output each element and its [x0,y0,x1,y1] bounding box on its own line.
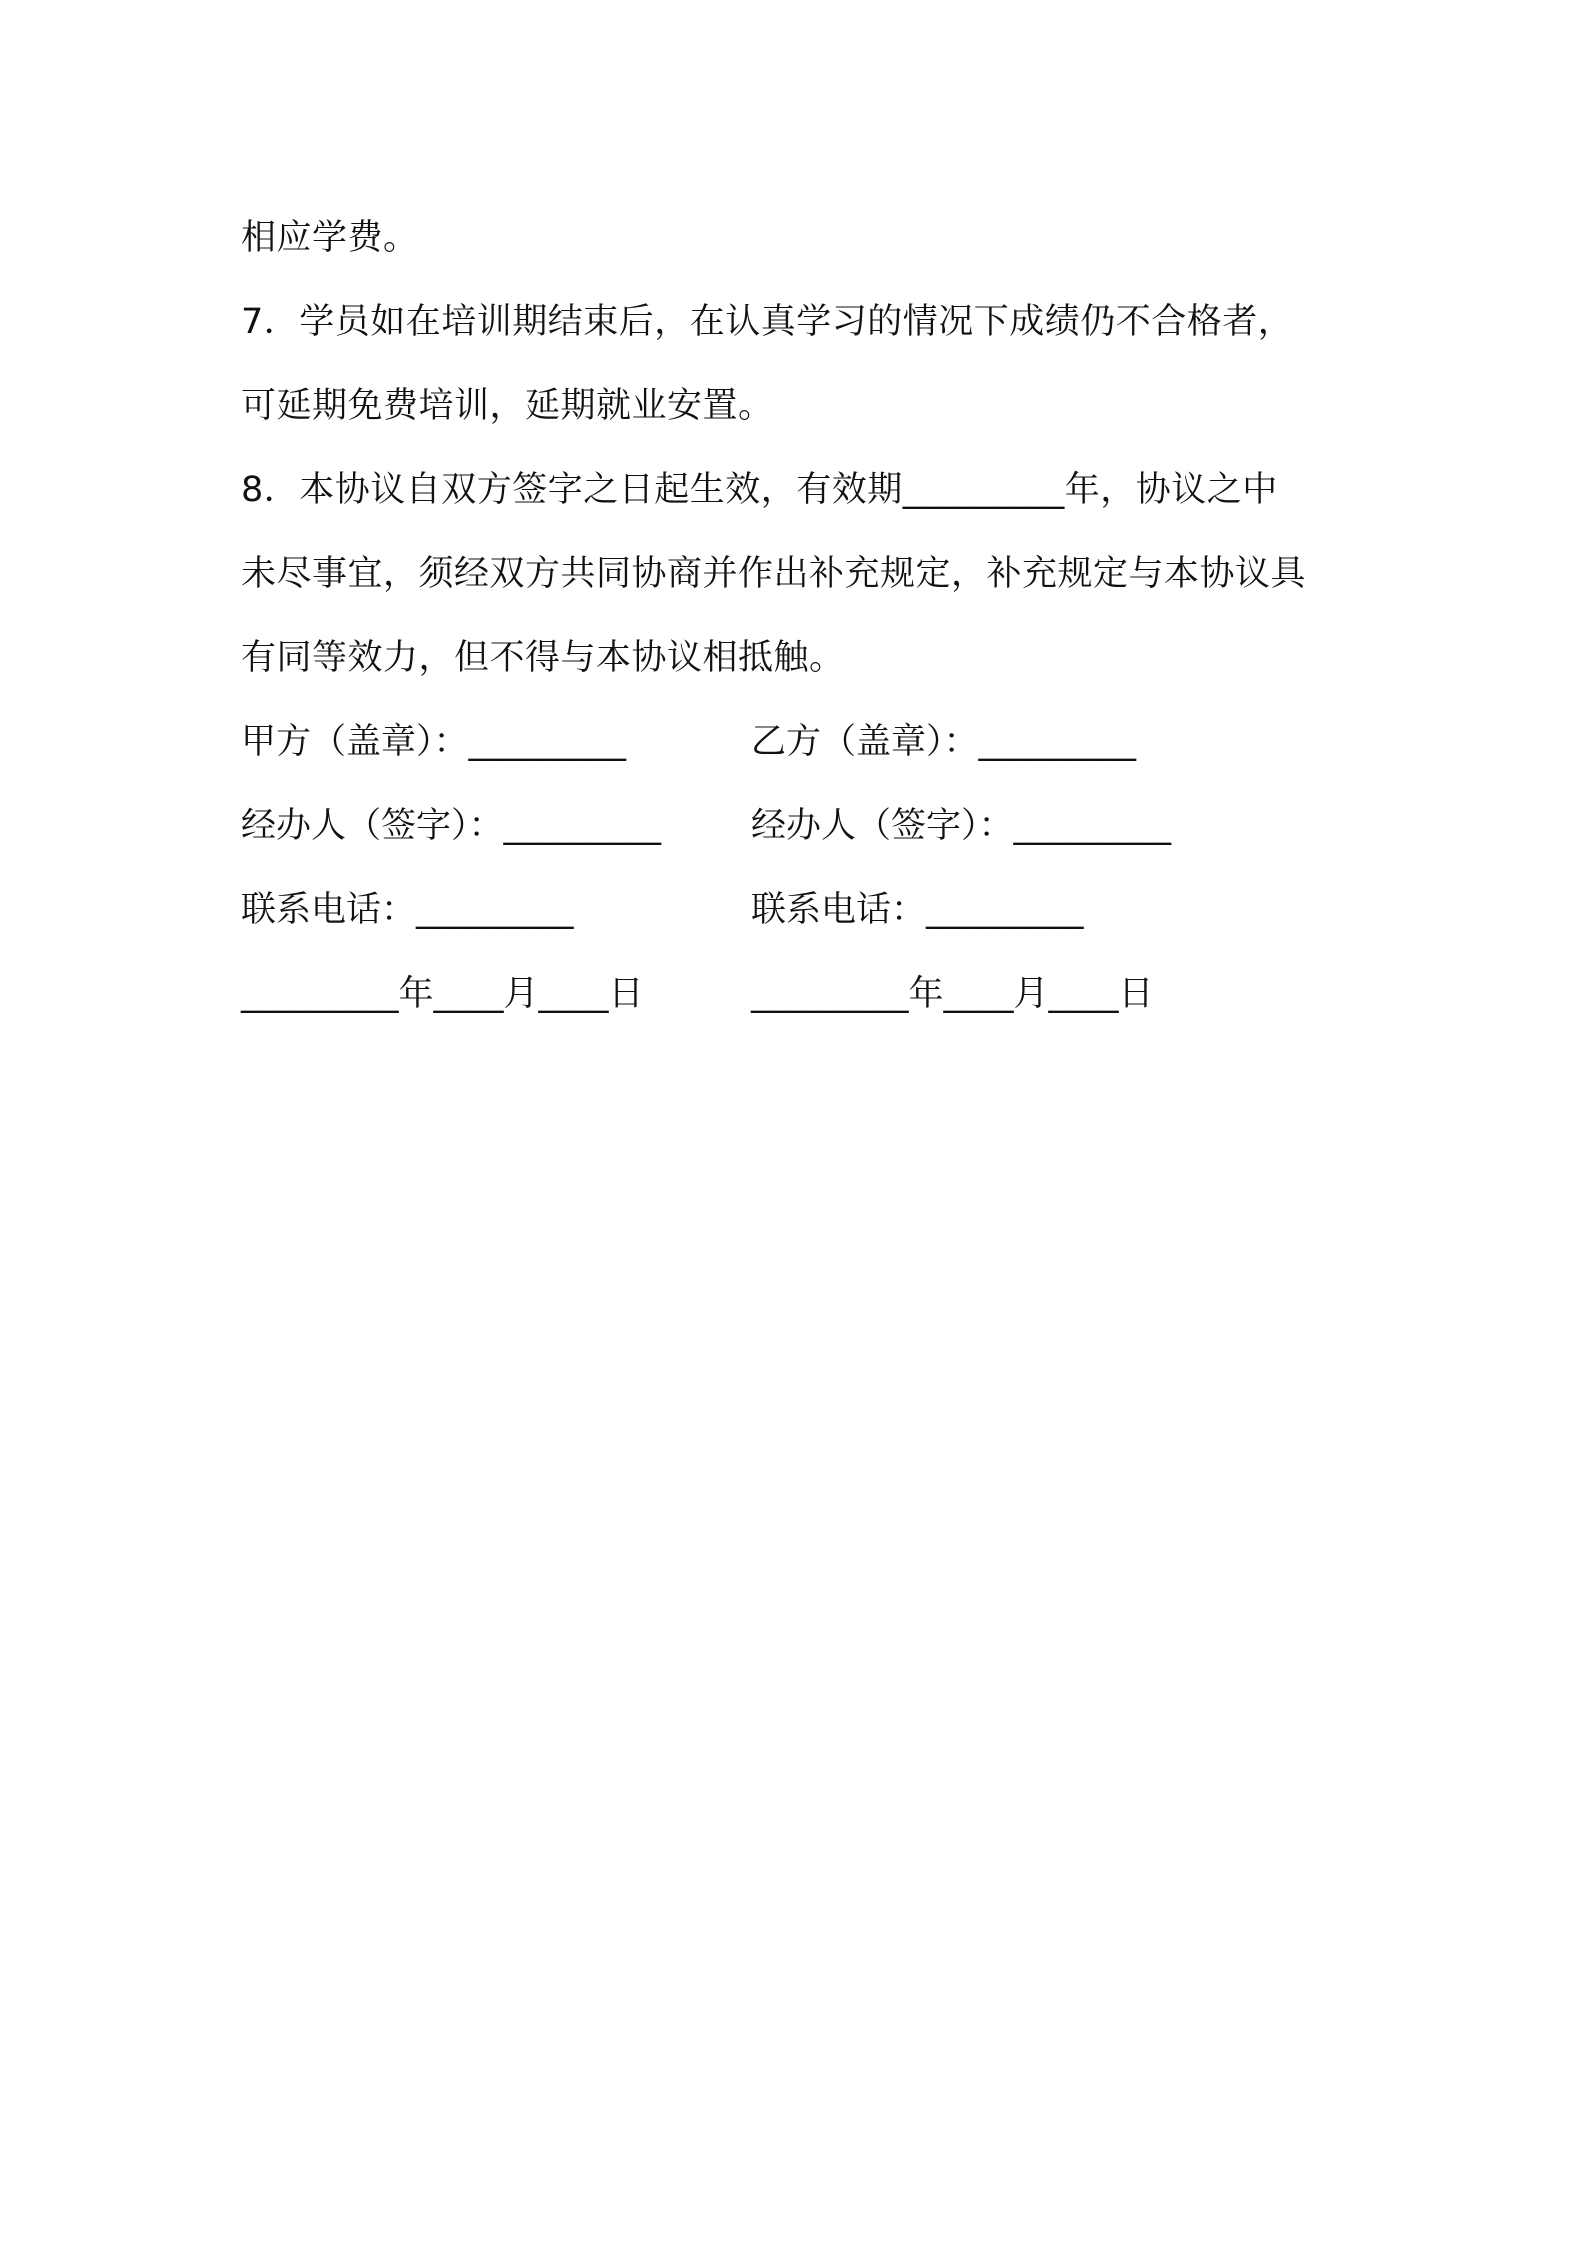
party-b-phone-field: 联系电话：_________ [751,890,1084,930]
party-a-phone-field: 联系电话：_________ [241,890,574,930]
party-b-agent-field: 经办人（签字）：_________ [751,806,1172,846]
party-a-date-field: _________年____月____日 [241,974,644,1014]
signature-phone-row [241,868,1361,952]
party-a-agent-field: 经办人（签字）：_________ [241,806,662,846]
signature-agent-row [241,784,1361,868]
party-b-seal-field: 乙方（盖章）：_________ [751,722,1137,762]
paragraph-line: 未尽事宜，须经双方共同协商并作出补充规定，补充规定与本协议具 [241,554,1307,594]
party-a-seal-field: 甲方（盖章）：_________ [241,722,627,762]
signature-date-row [241,952,1361,1036]
paragraph-line: 相应学费。 [241,218,419,258]
paragraph-line: 有同等效力，但不得与本协议相抵触。 [241,638,845,678]
signature-seal-row [241,700,1361,784]
party-b-date-field: _________年____月____日 [751,974,1154,1014]
paragraph-line: 8．本协议自双方签字之日起生效，有效期_________年，协议之中 [241,470,1278,510]
document-body [241,196,1361,1036]
paragraph-line: 可延期免费培训，延期就业安置。 [241,386,774,426]
paragraph-line: 7．学员如在培训期结束后，在认真学习的情况下成绩仍不合格者， [241,302,1294,342]
